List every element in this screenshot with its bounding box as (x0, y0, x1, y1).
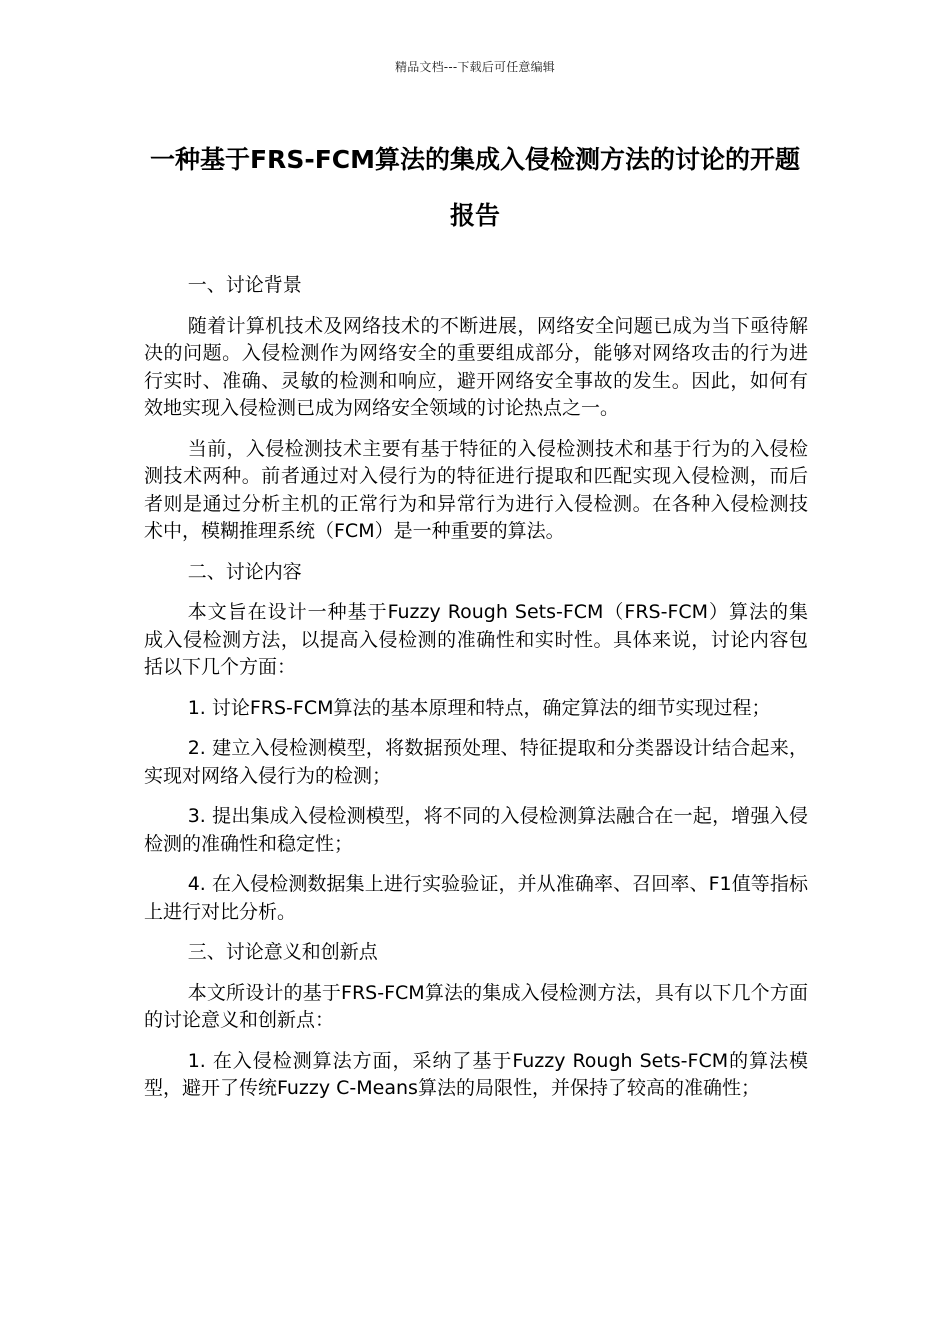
background-paragraph-2: 当前，入侵检测技术主要有基于特征的入侵检测技术和基于行为的入侵检测技术两种。前者通过对入侵行为的特征进行提取和匹配实现入侵检测，而后者则是通过分析主机的正常行为和异常行为进行入侵检测。在各种入侵检测技术中，模糊推理系统（FCM）是一种重要的算法。 (144, 437, 808, 542)
content-intro-paragraph: 本文旨在设计一种基于Fuzzy Rough Sets-FCM（FRS-FCM）算法的集成入侵检测方法，以提高入侵检测的准确性和实时性。具体来说，讨论内容包括以下几个方面： (144, 601, 808, 678)
content-item-1: 1. 讨论FRS-FCM算法的基本原理和特点，确定算法的细节实现过程； (187, 696, 771, 719)
section-heading-content: 二、讨论内容 (187, 560, 302, 583)
header-note: 精品文档---下载后可任意编辑 (395, 60, 555, 74)
significance-item-1: 1. 在入侵检测算法方面，采纳了基于Fuzzy Rough Sets-FCM的算法模型，避开了传统Fuzzy C-Means算法的局限性，并保持了较高的准确性； (144, 1049, 808, 1099)
section-heading-significance: 三、讨论意义和创新点 (187, 941, 378, 963)
section-heading-background: 一、讨论背景 (187, 274, 302, 296)
content-item-3: 3. 提出集成入侵检测模型，将不同的入侵检测算法融合在一起，增强入侵检测的准确性和稳定性； (144, 805, 808, 855)
background-paragraph-1: 随着计算机技术及网络技术的不断进展，网络安全问题已成为当下亟待解决的问题。入侵检测作为网络安全的重要组成部分，能够对网络攻击的行为进行实时、准确、灵敏的检测和响应，避开网络安全事故的发生。因此，如何有效地实现入侵检测已成为网络安全领域的讨论热点之一。 (144, 314, 808, 419)
significance-intro-paragraph: 本文所设计的基于FRS-FCM算法的集成入侵检测方法，具有以下几个方面的讨论意义和创新点： (144, 981, 808, 1031)
document-body (144, 272, 808, 1116)
content-item-2: 2. 建立入侵检测模型，将数据预处理、特征提取和分类器设计结合起来，实现对网络入侵行为的检测； (144, 737, 808, 787)
content-item-4: 4. 在入侵检测数据集上进行实验验证，并从准确率、召回率、F1值等指标上进行对比分析。 (144, 873, 808, 923)
document-title: 一种基于FRS-FCM算法的集成入侵检测方法的讨论的开题报告 (149, 145, 800, 230)
